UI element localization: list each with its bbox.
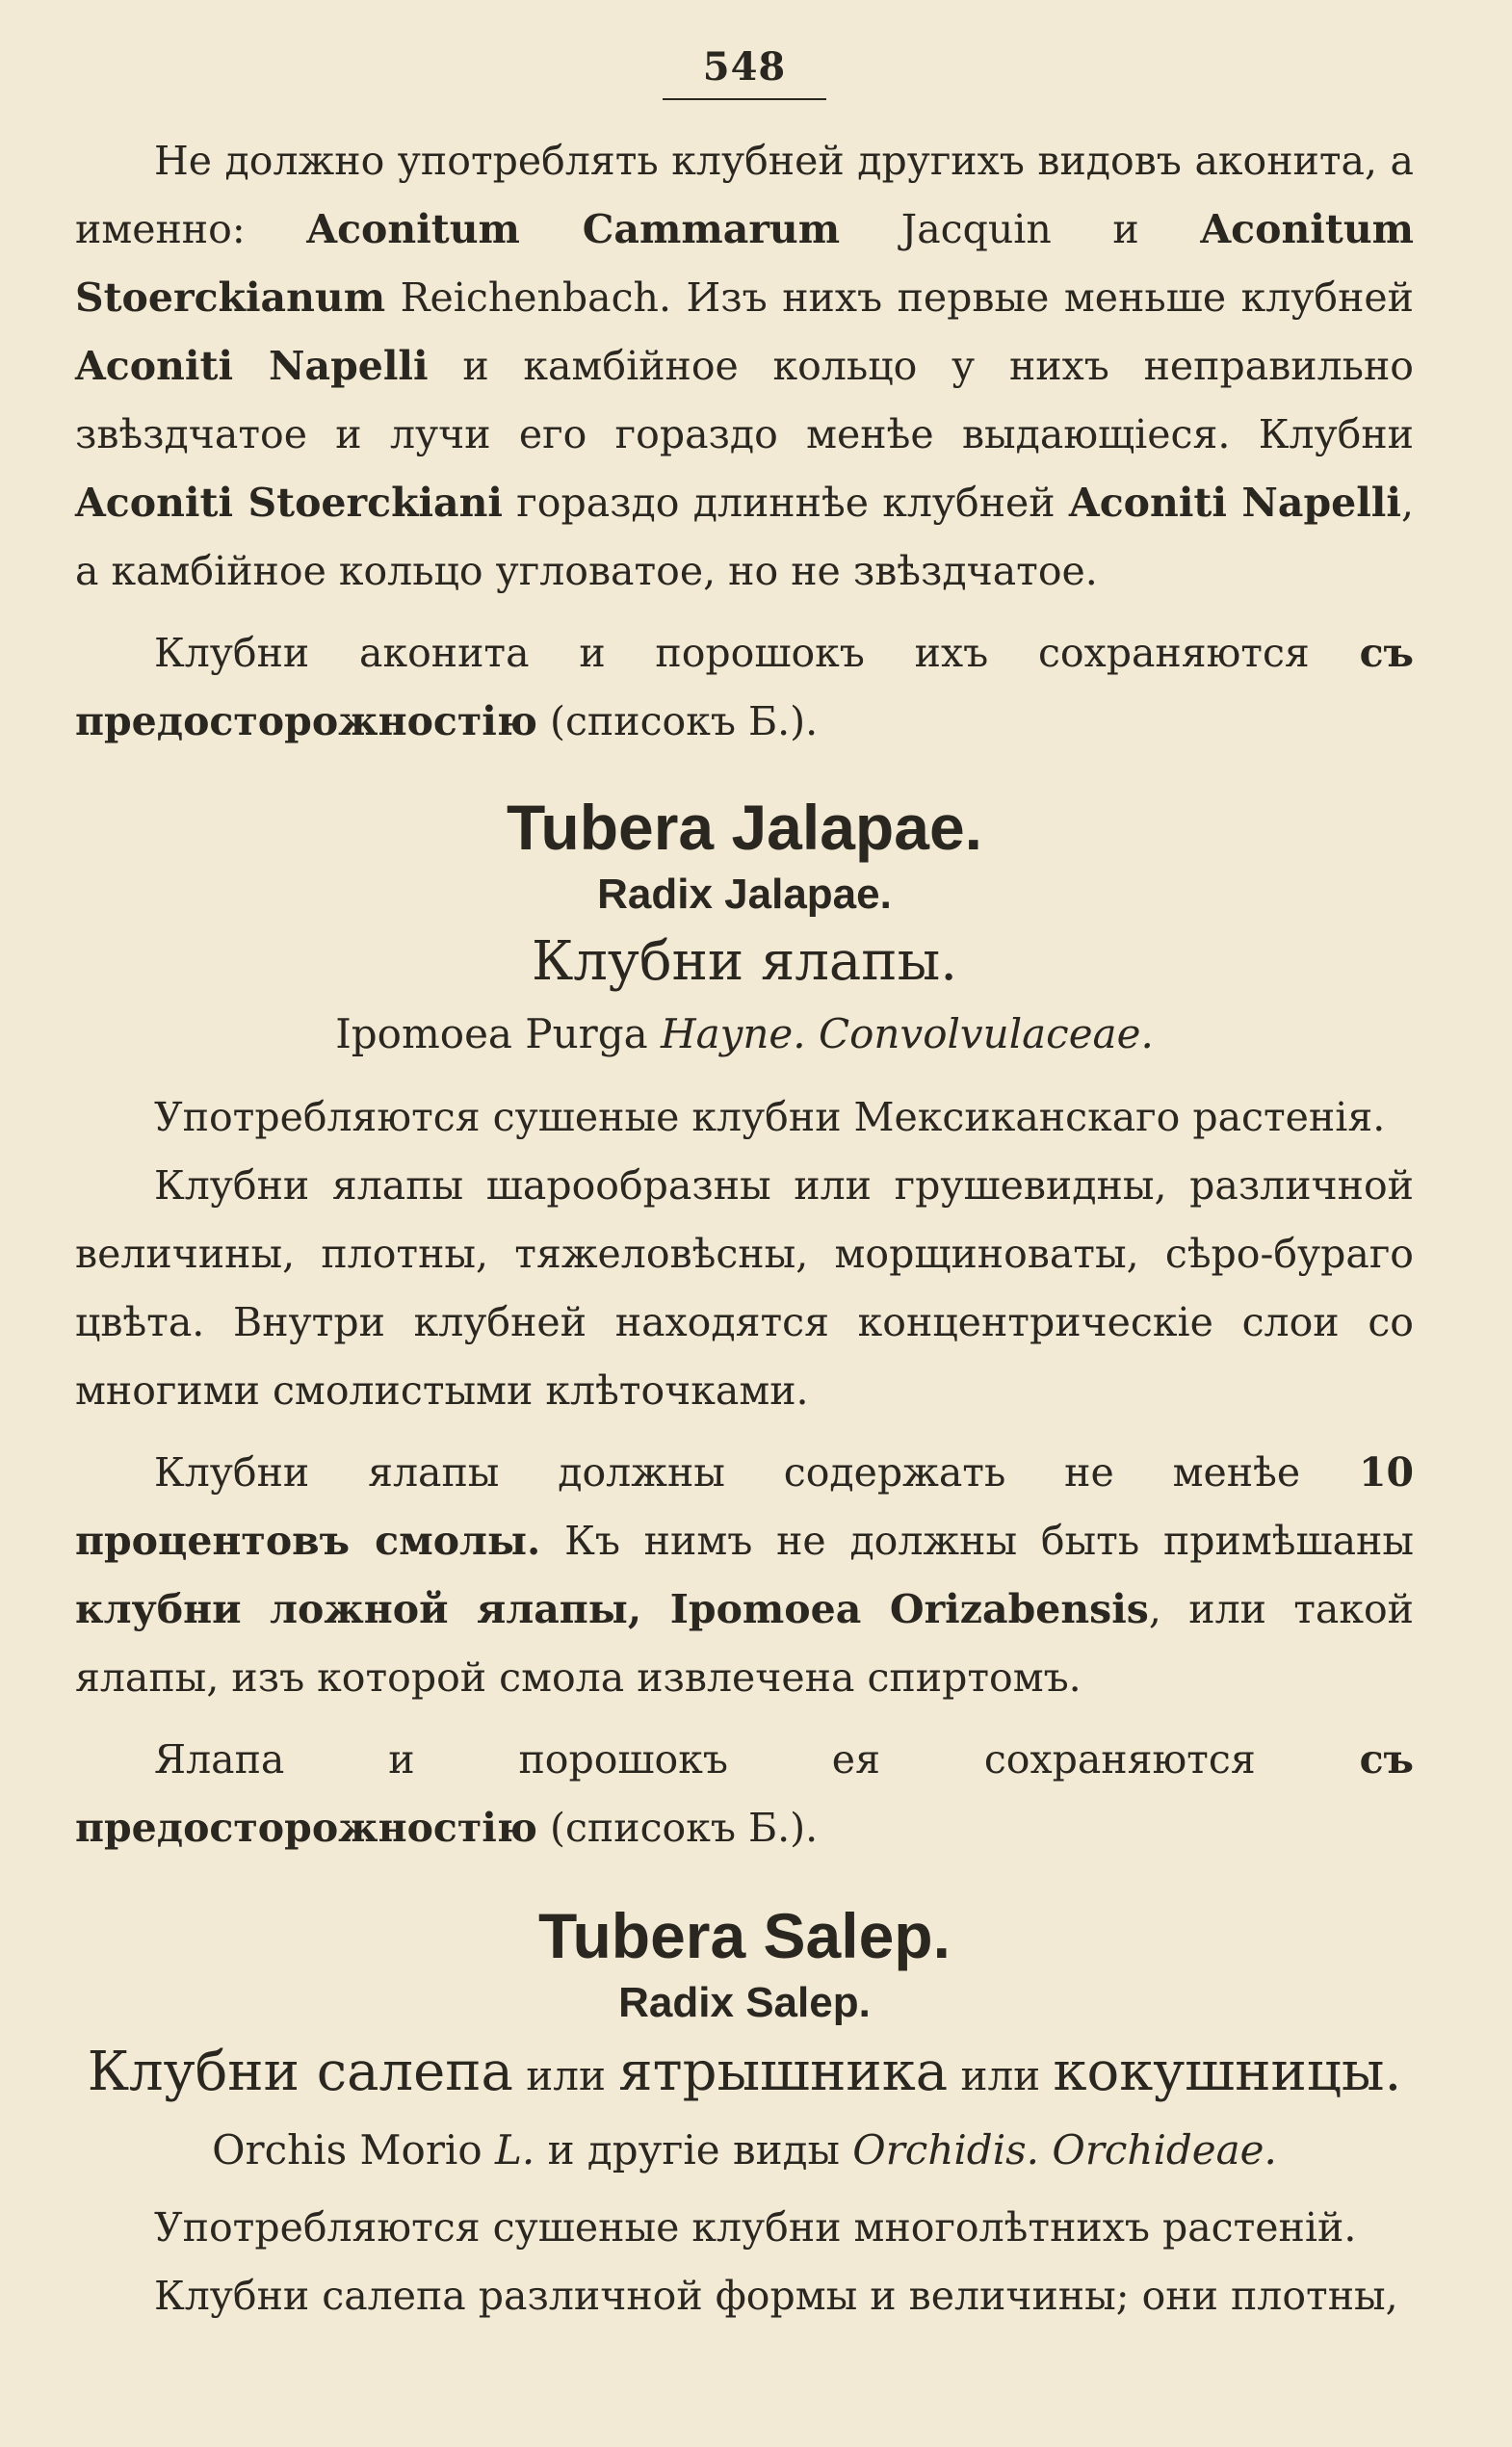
text-run: Клубни салепа различной формы и величины; они плотны,	[154, 2273, 1398, 2319]
text-run: Клубни аконита и порошокъ ихъ сохраняются	[154, 630, 1360, 676]
text-run: Aconiti Stoerckiani	[75, 480, 504, 526]
text-run: Aconiti Napelli	[75, 343, 429, 389]
text-run: и другіе виды	[534, 2126, 853, 2174]
text-run: клубни ложной ялапы, Ipomoea Orizabensis	[75, 1586, 1149, 1632]
text-run: L.	[494, 2126, 535, 2174]
text-run: Къ нимъ не должны быть примѣшаны	[540, 1518, 1414, 1564]
text-run: Aconitum Stoerckianum	[75, 206, 1415, 321]
text-run: или	[512, 2052, 619, 2099]
text-run: 10 процентовъ смолы.	[75, 1449, 1414, 1564]
page-number: 548	[702, 44, 787, 90]
text-run: Orchis Morio	[212, 2126, 495, 2174]
text-run: (списокъ Б.).	[536, 1805, 819, 1851]
intro-paragraph-1	[75, 127, 1414, 606]
salep-paragraph-2	[75, 2262, 1414, 2330]
jalapae-paragraph-2	[75, 1152, 1414, 1425]
text-run: Reichenbach. Изъ нихъ первые меньше клубней	[385, 274, 1414, 321]
jalapae-origin	[75, 1001, 1414, 1068]
jalapae-paragraph-1	[75, 1083, 1414, 1152]
salep-origin	[75, 2117, 1414, 2184]
text-run: Ipomoea Purga	[335, 1010, 661, 1057]
text-run: Клубни ялапы шарообразны или грушевидны, различной величины, плотны, тяжеловѣсны, морщиноваты, сѣро-бураго цвѣта. Внутри клубней находятся концентрическіе слои со многими смолистыми клѣточками.	[75, 1162, 1414, 1414]
text-run: , или такой ялапы, изъ которой смола извлечена спиртомъ.	[75, 1586, 1415, 1701]
text-run: и камбійное кольцо у нихъ неправильно звѣздчатое и лучи его гораздо менѣе выдающіеся. Клубни	[75, 343, 1414, 457]
jalapae-paragraph-4	[75, 1726, 1414, 1862]
salep-subtitle: Radix Salep.	[618, 1979, 871, 2026]
jalapae-paragraph-3	[75, 1439, 1414, 1712]
text-run: гораздо длиннѣе клубней	[503, 480, 1069, 526]
text-run: Aconiti Napelli	[1068, 480, 1401, 526]
text-run: Jacquin и	[840, 206, 1201, 252]
jalapae-title: Tubera Jalapae.	[506, 792, 982, 863]
text-run	[806, 1010, 819, 1057]
text-run: ятрышника	[618, 2041, 949, 2103]
text-run: Клубни салепа	[87, 2041, 513, 2103]
text-run: или	[948, 2052, 1054, 2099]
salep-title: Tubera Salep.	[538, 1900, 951, 1971]
intro-paragraph-2	[75, 619, 1414, 756]
text-run: Hayne.	[660, 1010, 806, 1057]
text-run: съ предосторожностію	[75, 630, 1414, 744]
salep-russian-name	[75, 2032, 1414, 2117]
book-page	[75, 39, 1414, 2330]
text-run: Клубни ялапы должны содержать не менѣе	[154, 1449, 1359, 1496]
text-run: съ предосторожностію	[75, 1736, 1414, 1851]
text-run: Convolvulaceae.	[819, 1010, 1154, 1057]
jalapae-russian-name: Клубни ялапы.	[531, 930, 957, 993]
salep-paragraph-1	[75, 2194, 1414, 2262]
text-run: Употребляются сушеные клубни многолѣтнихъ растеній.	[154, 2204, 1357, 2251]
text-run: , а камбійное кольцо угловатое, но не звѣздчатое.	[75, 480, 1414, 594]
text-run: Aconitum Cammarum	[306, 206, 841, 252]
text-run: Употребляются сушеные клубни Мексиканскаго растенія.	[154, 1094, 1386, 1140]
text-run: (списокъ Б.).	[536, 698, 819, 744]
text-run: Ялапа и порошокъ ея сохраняются	[154, 1736, 1360, 1783]
text-run: кокушницы.	[1053, 2041, 1402, 2103]
text-run: Orchidis. Orchideae.	[852, 2126, 1277, 2174]
text-run: Не должно употреблять клубней другихъ видовъ аконита, а именно:	[75, 138, 1414, 252]
jalapae-subtitle: Radix Jalapae.	[597, 871, 892, 918]
